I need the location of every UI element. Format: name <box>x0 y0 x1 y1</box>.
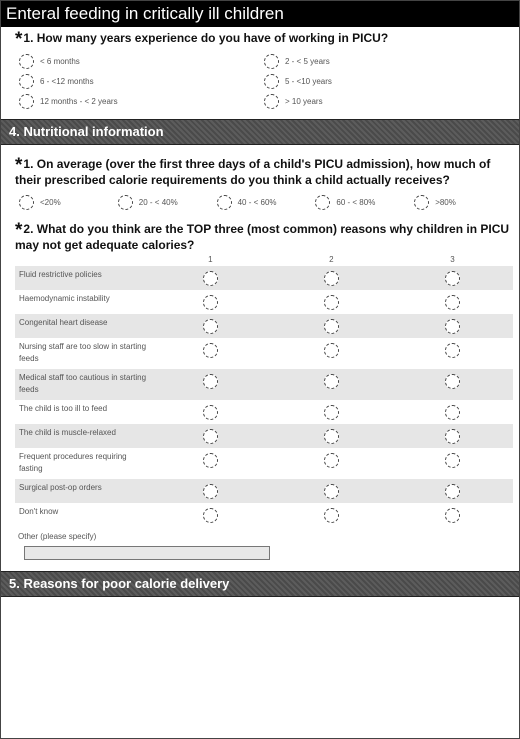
matrix-row <box>15 400 513 424</box>
rank-1-radio[interactable] <box>203 271 218 286</box>
section-4-header: 4. Nutritional information <box>1 119 519 145</box>
rank-3-radio[interactable] <box>445 319 460 334</box>
radio-button[interactable] <box>264 94 279 109</box>
rank-1-radio[interactable] <box>203 429 218 444</box>
option-label: 40 - < 60% <box>237 198 277 207</box>
rank-1-radio[interactable] <box>203 508 218 523</box>
rank-3-radio[interactable] <box>445 271 460 286</box>
matrix-row-label: The child is muscle-relaxed <box>19 428 116 437</box>
matrix-row-label: Medical staff too cautious in starting feeds <box>19 373 147 394</box>
calorie-option[interactable] <box>315 195 414 210</box>
matrix-row <box>15 503 513 527</box>
rank-3-radio[interactable] <box>445 453 460 468</box>
rank-2-radio[interactable] <box>324 374 339 389</box>
rank-3-radio[interactable] <box>445 484 460 499</box>
rank-1-radio[interactable] <box>203 453 218 468</box>
matrix-row-label: Nursing staff are too slow in starting feeds <box>19 342 147 363</box>
calorie-options <box>15 188 513 210</box>
survey-title: Enteral feeding in critically ill children <box>1 1 519 27</box>
rank-2-radio[interactable] <box>324 453 339 468</box>
experience-option[interactable] <box>19 74 264 89</box>
matrix-row <box>15 424 513 448</box>
option-label: 60 - < 80% <box>336 198 376 207</box>
rank-2-radio[interactable] <box>324 343 339 358</box>
rank-1-radio[interactable] <box>203 295 218 310</box>
rank-3-radio[interactable] <box>445 295 460 310</box>
radio-button[interactable] <box>19 94 34 109</box>
option-label: 2 - < 5 years <box>285 57 330 66</box>
matrix-row-label: Surgical post-op orders <box>19 483 102 492</box>
matrix-row <box>15 369 513 400</box>
rank-1-radio[interactable] <box>203 405 218 420</box>
experience-option[interactable] <box>264 54 509 69</box>
rank-2-radio[interactable] <box>324 429 339 444</box>
experience-option[interactable] <box>19 94 264 109</box>
rank-3-radio[interactable] <box>445 374 460 389</box>
rank-2-radio[interactable] <box>324 295 339 310</box>
matrix-row <box>15 290 513 314</box>
radio-button[interactable] <box>19 54 34 69</box>
radio-button[interactable] <box>217 195 232 210</box>
matrix-row-label: Haemodynamic instability <box>19 294 110 303</box>
matrix-column-header: 3 <box>450 255 455 264</box>
matrix-row-label: The child is too ill to feed <box>19 404 108 413</box>
matrix-row-label: Congenital heart disease <box>19 318 108 327</box>
radio-button[interactable] <box>414 195 429 210</box>
calorie-option[interactable] <box>19 195 118 210</box>
matrix-row-label: Don't know <box>19 507 59 516</box>
radio-button[interactable] <box>118 195 133 210</box>
option-label: >80% <box>435 198 456 207</box>
matrix-column-header: 2 <box>329 255 334 264</box>
rank-2-radio[interactable] <box>324 271 339 286</box>
radio-button[interactable] <box>19 74 34 89</box>
matrix-header-spacer <box>15 255 150 266</box>
experience-options <box>1 47 519 109</box>
matrix-row <box>15 314 513 338</box>
matrix-row <box>15 266 513 290</box>
option-label: <20% <box>40 198 61 207</box>
radio-button[interactable] <box>264 54 279 69</box>
matrix-column-header: 1 <box>208 255 213 264</box>
other-specify-input[interactable] <box>24 546 270 560</box>
matrix-row <box>15 448 513 479</box>
question-reasons-text: 2. What do you think are the TOP three (most common) reasons why children in PICU may not get adequate calories? <box>15 222 510 252</box>
rank-3-radio[interactable] <box>445 429 460 444</box>
rank-2-radio[interactable] <box>324 405 339 420</box>
reasons-matrix <box>15 255 513 527</box>
rank-3-radio[interactable] <box>445 405 460 420</box>
matrix-header <box>15 255 513 266</box>
option-label: 5 - <10 years <box>285 77 332 86</box>
question-reasons-title <box>15 222 513 253</box>
matrix-row <box>15 338 513 369</box>
section-5-header: 5. Reasons for poor calorie delivery <box>1 571 519 597</box>
required-asterisk-icon: * <box>15 220 23 241</box>
experience-option[interactable] <box>19 54 264 69</box>
required-asterisk-icon: * <box>15 29 23 50</box>
option-label: < 6 months <box>40 57 80 66</box>
required-asterisk-icon: * <box>15 155 23 176</box>
radio-button[interactable] <box>264 74 279 89</box>
option-label: > 10 years <box>285 97 323 106</box>
question-calories-text: 1. On average (over the first three days of a child's PICU admission), how much of their prescribed calorie requirements do you think a child actually receives? <box>15 157 491 187</box>
question-experience-title <box>15 29 513 50</box>
rank-3-radio[interactable] <box>445 508 460 523</box>
experience-option[interactable] <box>264 74 509 89</box>
rank-1-radio[interactable] <box>203 374 218 389</box>
matrix-row-label: Frequent procedures requiring fasting <box>19 452 127 473</box>
rank-2-radio[interactable] <box>324 319 339 334</box>
matrix-row-label: Fluid restrictive policies <box>19 270 102 279</box>
calorie-option[interactable] <box>414 195 513 210</box>
experience-option[interactable] <box>264 94 509 109</box>
question-experience-text: 1. How many years experience do you have of working in PICU? <box>23 31 389 45</box>
radio-button[interactable] <box>315 195 330 210</box>
calorie-option[interactable] <box>118 195 217 210</box>
option-label: 12 months - < 2 years <box>40 97 118 106</box>
radio-button[interactable] <box>19 195 34 210</box>
calorie-option[interactable] <box>217 195 316 210</box>
rank-1-radio[interactable] <box>203 484 218 499</box>
matrix-row <box>15 479 513 503</box>
other-specify-label: Other (please specify) <box>18 532 97 541</box>
rank-2-radio[interactable] <box>324 484 339 499</box>
question-calories-title <box>15 157 513 188</box>
rank-1-radio[interactable] <box>203 343 218 358</box>
rank-1-radio[interactable] <box>203 319 218 334</box>
rank-2-radio[interactable] <box>324 508 339 523</box>
rank-3-radio[interactable] <box>445 343 460 358</box>
option-label: 20 - < 40% <box>138 198 178 207</box>
option-label: 6 - <12 months <box>40 77 94 86</box>
